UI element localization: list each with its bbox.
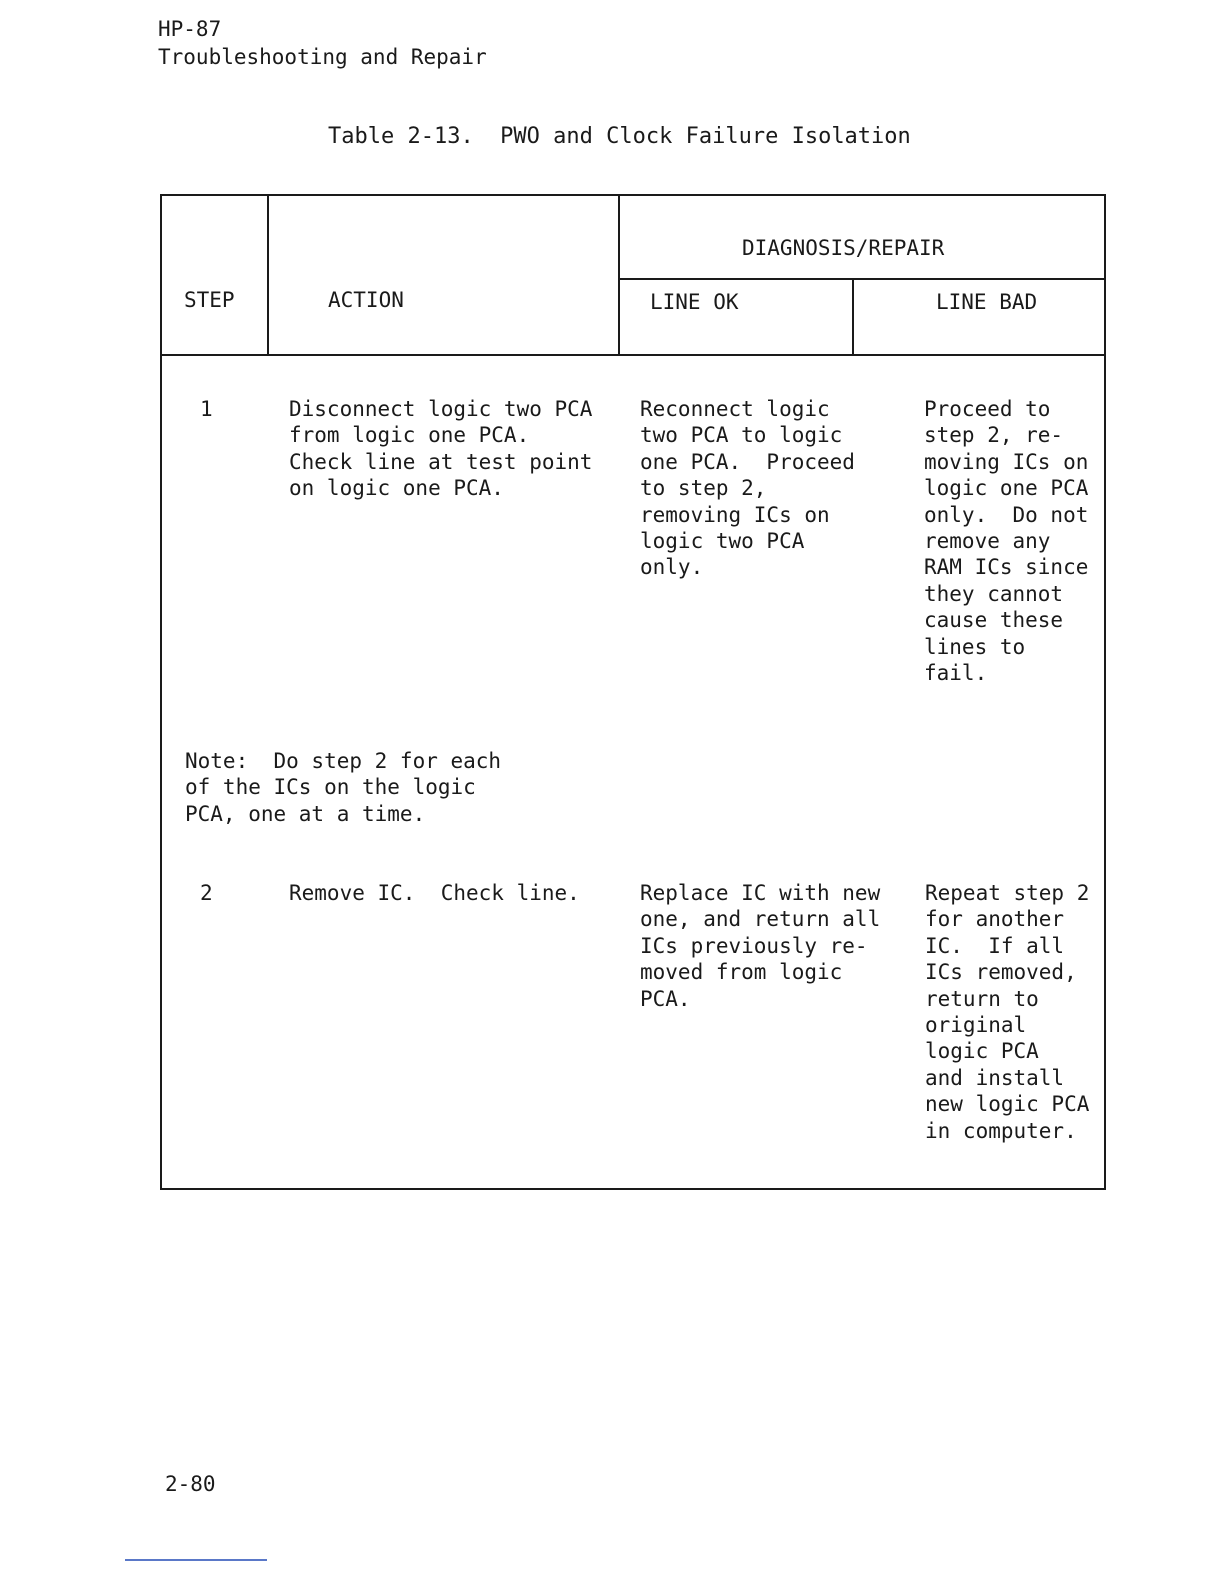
row-2-action: Remove IC. Check line. <box>289 881 580 905</box>
column-header-action: ACTION <box>328 288 404 312</box>
page-number: 2-80 <box>165 1472 216 1496</box>
row-2-step: 2 <box>200 881 213 905</box>
row-1-step: 1 <box>200 397 213 421</box>
row-1-line-ok: Reconnect logic two PCA to logic one PCA. Proceed to step 2, removing ICs on logic two PCA only. <box>640 397 855 580</box>
column-header-line-bad: LINE BAD <box>936 290 1038 314</box>
column-header-line-ok: LINE OK <box>650 290 739 314</box>
divider-header-body <box>162 354 1106 356</box>
divider-lineok-linebad <box>852 278 854 356</box>
row-2-line-bad: Repeat step 2 for another IC. If all ICs removed, return to original logic PCA and install new logic PCA in computer. <box>925 881 1090 1143</box>
divider-step-action <box>267 196 269 356</box>
divider-diagnosis-group <box>618 278 1106 280</box>
header-model: HP-87 <box>158 17 222 41</box>
footer-rule <box>125 1559 267 1561</box>
row-1-line-bad: Proceed to step 2, re- moving ICs on logic one PCA only. Do not remove any RAM ICs since they cannot cause these lines to fail. <box>924 397 1089 686</box>
divider-action-diagnosis <box>618 196 620 356</box>
header-section: Troubleshooting and Repair <box>158 45 487 69</box>
table-caption: Table 2-13. PWO and Clock Failure Isolation <box>328 124 911 149</box>
note-text: Note: Do step 2 for each of the ICs on the logic PCA, one at a time. <box>185 749 502 826</box>
column-header-diagnosis-repair: DIAGNOSIS/REPAIR <box>742 236 945 260</box>
row-1-action: Disconnect logic two PCA from logic one PCA. Check line at test point on logic one PCA. <box>289 397 593 501</box>
row-2-line-ok: Replace IC with new one, and return all ICs previously re- moved from logic PCA. <box>640 881 881 1011</box>
column-header-step: STEP <box>184 288 235 312</box>
failure-isolation-table <box>160 194 1106 1190</box>
